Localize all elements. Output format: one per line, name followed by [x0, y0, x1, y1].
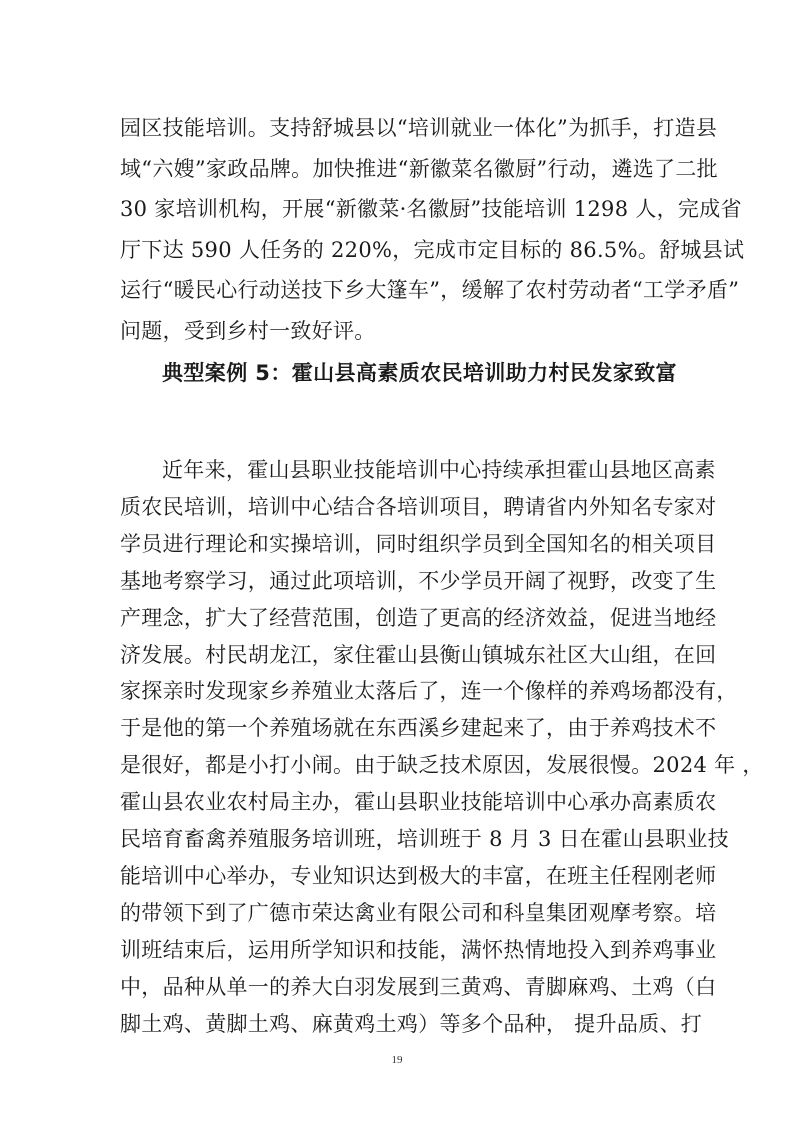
text-line: 30 家培训机构，开展“新徽菜·名徽厨”技能培训 1298 人，完成省 — [120, 197, 742, 221]
text-line: 运行“暖民心行动送技下乡大篷车”，缓解了农村劳动者“工学矛盾” — [120, 278, 740, 302]
text-line: 能培训中心举办，专业知识达到极大的丰富，在班主任程刚老师 — [120, 863, 717, 888]
page-number: 19 — [391, 1054, 403, 1066]
text-line: 家探亲时发现家乡养殖业太落后了，连一个像样的养鸡场都没有， — [120, 679, 738, 704]
text-line: 济发展。村民胡龙江，家住霍山县衡山镇城东社区大山组，在回 — [120, 642, 717, 667]
text-line: 霍山县农业农村局主办，霍山县职业技能培训中心承办高素质农 — [120, 790, 717, 815]
text-line: 民培育畜禽养殖服务培训班，培训班于 8 月 3 日在霍山县职业技 — [120, 827, 730, 851]
text-line: 中，品种从单一的养大白羽发展到三黄鸡、青脚麻鸡、土鸡（白 — [120, 974, 717, 999]
text-line: 产理念，扩大了经营范围，创造了更高的经济效益，促进当地经 — [120, 605, 717, 630]
text-line: 学员进行理论和实操培训，同时组织学员到全国知名的相关项目 — [120, 531, 717, 556]
text-line: 园区技能培训。支持舒城县以“培训就业一体化”为抓手，打造县 — [120, 116, 718, 140]
text-line: 的带领下到了广德市荣达禽业有限公司和科皇集团观摩考察。培 — [120, 900, 717, 925]
text-line: 厅下达 590 人任务的 220%，完成市定目标的 86.5%。舒城县试 — [120, 237, 745, 262]
text-line: 近年来，霍山县职业技能培训中心持续承担霍山县地区高素 — [162, 458, 716, 482]
case-heading: 典型案例 5：霍山县高素质农民培训助力村民发家致富 — [162, 361, 677, 385]
text-line: 域“六嫂”家政品牌。加快推进“新徽菜名徽厨”行动，遴选了二批 — [120, 156, 718, 181]
text-line: 脚土鸡、黄脚土鸡、麻黄鸡土鸡）等多个品种， 提升品质、打 — [120, 1011, 703, 1036]
text-line: 基地考察学习，通过此项培训，不少学员开阔了视野，改变了生 — [120, 568, 717, 593]
text-line: 于是他的第一个养殖场就在东西溪乡建起来了，由于养鸡技术不 — [120, 716, 717, 741]
text-line: 问题，受到乡村一致好评。 — [120, 318, 376, 343]
text-line: 质农民培训，培训中心结合各培训项目，聘请省内外知名专家对 — [120, 494, 717, 519]
text-line: 训班结束后，运用所学知识和技能，满怀热情地投入到养鸡事业 — [120, 937, 717, 962]
text-line: 是很好，都是小打小闹。由于缺乏技术原因，发展很慢。2024 年 ， — [120, 753, 764, 778]
